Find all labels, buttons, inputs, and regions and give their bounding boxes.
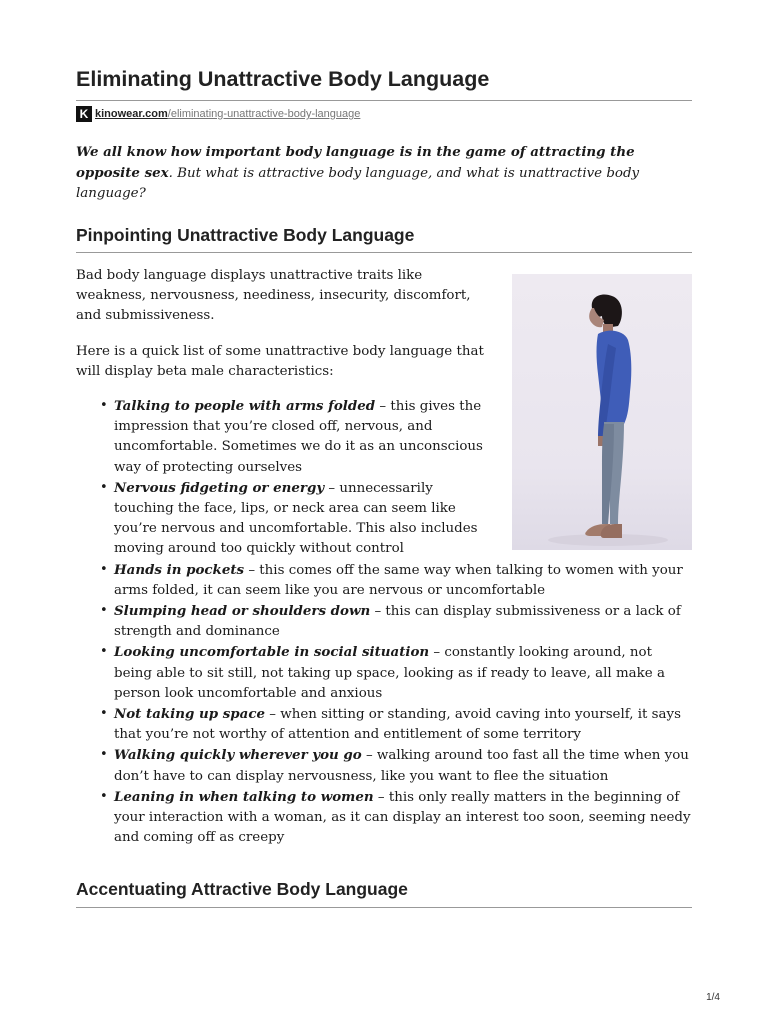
list-item-term: Looking uncomfortable in social situation (114, 644, 430, 661)
list-item (114, 745, 692, 786)
list-item-text: – this comes off the same way when talking to women with your arms folded, it can seem like you are nervous or uncomfortable (114, 562, 683, 598)
intro-rest: . But what is attractive body language, and what is unattractive body language? (76, 166, 640, 201)
list-item-term: Leaning in when talking to women (114, 788, 374, 805)
list-item (114, 642, 692, 704)
list-item (114, 787, 692, 849)
list-item-text: – this gives the impression that you’re closed off, nervous, and uncomfortable. Sometimes we do it as an unconscious way of protecting ourselves (114, 399, 483, 475)
list-item-text: – unnecessarily touching the face, lips, or neck area can seem like you’re nervous and uncomfortable. This also includes moving around too quickly without control (114, 480, 478, 557)
section-divider (76, 907, 692, 908)
title-divider (76, 100, 692, 101)
list-item-term: Walking quickly wherever you go (114, 747, 362, 764)
list-item-text: – this only really matters in the beginning of your interaction with a woman, as it can display an interest too soon, seeming needy and coming off as creepy (114, 789, 691, 846)
page-number: 1/4 (706, 992, 720, 1003)
list-item-term: Nervous fidgeting or energy (114, 479, 325, 496)
list-item (114, 704, 692, 745)
section1-body (76, 266, 692, 848)
list-item-term: Talking to people with arms folded (114, 398, 376, 415)
intro-paragraph (76, 142, 692, 204)
paragraph-traits: Bad body language displays unattractive traits like weakness, nervousness, neediness, insecurity, discomfort, and submissiveness. (76, 268, 471, 324)
source-domain-link[interactable]: kinowear.com (95, 108, 168, 120)
list-item-text: – this can display submissiveness or a lack of strength and dominance (114, 604, 681, 640)
list-item-term: Not taking up space (114, 706, 266, 723)
list-item-text: – walking around too fast all the time when you don’t have to can display nervousness, like you want to flee the situation (114, 748, 689, 784)
list-item (114, 396, 486, 478)
list-item-term: Hands in pockets (114, 561, 245, 578)
list-item (114, 601, 692, 642)
list-item-text: – constantly looking around, not being able to sit still, not taking up space, looking as if ready to leave, all make a person look uncomfortable and anxious (114, 645, 665, 701)
section-divider (76, 252, 692, 253)
paragraph-list-intro: Here is a quick list of some unattractive body language that will display beta male characteristics: (76, 343, 484, 379)
unattractive-list (76, 396, 692, 848)
list-item-text: – when sitting or standing, avoid caving into yourself, it says that you’re not worthy of attention and entitlement of some territory (114, 707, 681, 743)
list-item (114, 478, 486, 560)
section-heading-attractive: Accentuating Attractive Body Language (76, 879, 408, 899)
intro-bold: We all know how important body language is in the game of attracting the opposite sex (76, 144, 635, 181)
site-logo-icon: K (76, 106, 92, 122)
source-path-link[interactable]: /eliminating-unattractive-body-language (167, 108, 361, 120)
list-item (114, 560, 692, 601)
section-heading-unattractive: Pinpointing Unattractive Body Language (76, 225, 415, 245)
article-title: Eliminating Unattractive Body Language (76, 67, 490, 91)
source-line (76, 106, 360, 122)
list-item-term: Slumping head or shoulders down (114, 603, 371, 620)
